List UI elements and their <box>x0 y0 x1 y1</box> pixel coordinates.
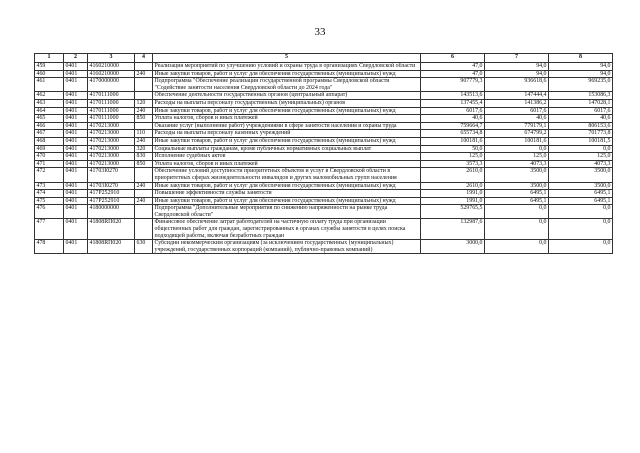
table-row <box>35 130 613 138</box>
expense-type-cell: 320 <box>135 145 153 153</box>
table-row <box>35 190 613 198</box>
description-cell: Иные закупки товаров, работ и услуг для обеспечения государственных (муниципальных) нужд <box>153 182 421 190</box>
amount-year3-cell: 806153,6 <box>549 122 613 130</box>
description-cell: Иные закупки товаров, работ и услуг для обеспечения государственных (муниципальных) нужд <box>153 197 421 205</box>
budget-table <box>34 53 613 254</box>
target-article-cell: 4180000000 <box>88 205 135 219</box>
header-cell: 7 <box>485 54 549 63</box>
table-row <box>35 145 613 153</box>
target-article-cell: 4160210000 <box>88 70 135 78</box>
amount-year1-cell: 1991,0 <box>421 197 485 205</box>
target-article-cell: 41808RП020 <box>88 219 135 240</box>
expense-type-cell <box>135 205 153 219</box>
section-code-cell: 0401 <box>64 130 88 138</box>
target-article-cell: 4170213000 <box>88 160 135 168</box>
target-article-cell: 417P252910 <box>88 197 135 205</box>
amount-year3-cell: 3500,0 <box>549 182 613 190</box>
target-article-cell: 41808RП020 <box>88 240 135 254</box>
amount-year3-cell: 100181,5 <box>549 137 613 145</box>
amount-year3-cell: 3500,0 <box>549 168 613 182</box>
table-row <box>35 107 613 115</box>
description-cell: Оказание услуг (выполнение работ) учреждениями в сфере занятости населения и охраны труда <box>153 122 421 130</box>
header-cell: 3 <box>88 54 135 63</box>
expense-type-cell: 240 <box>135 197 153 205</box>
expense-type-cell: 630 <box>135 240 153 254</box>
row-number-cell: 476 <box>35 205 64 219</box>
header-cell: 8 <box>549 54 613 63</box>
expense-type-cell <box>135 122 153 130</box>
section-code-cell: 0401 <box>64 190 88 198</box>
description-cell: Подпрограмма "Обеспечение реализации государственной программы Свердловской области "Содействие занятости населения Свердловской области до 2024 года" <box>153 78 421 92</box>
section-code-cell: 0401 <box>64 205 88 219</box>
amount-year2-cell: 94,0 <box>485 63 549 71</box>
table-row <box>35 160 613 168</box>
description-cell: Уплата налогов, сборов и иных платежей <box>153 160 421 168</box>
amount-year1-cell: 47,0 <box>421 70 485 78</box>
table-row <box>35 122 613 130</box>
amount-year3-cell: 94,0 <box>549 70 613 78</box>
page-number: 33 <box>314 26 326 38</box>
target-article-cell: 4170111000 <box>88 99 135 107</box>
amount-year3-cell: 969235,0 <box>549 78 613 92</box>
amount-year2-cell: 100181,6 <box>485 137 549 145</box>
amount-year3-cell: 94,0 <box>549 63 613 71</box>
amount-year3-cell: 0,0 <box>549 219 613 240</box>
description-cell: Уплата налогов, сборов и иных платежей <box>153 115 421 123</box>
expense-type-cell <box>135 190 153 198</box>
row-number-cell: 464 <box>35 107 64 115</box>
description-cell: Реализация мероприятий по улучшению условий и охраны труда в организациях Свердловской области <box>153 63 421 71</box>
section-code-cell: 0401 <box>64 137 88 145</box>
target-article-cell: 4160210000 <box>88 63 135 71</box>
description-cell: Иные закупки товаров, работ и услуг для обеспечения государственных (муниципальных) нужд <box>153 107 421 115</box>
description-cell: Исполнение судебных актов <box>153 153 421 161</box>
table-row <box>35 219 613 240</box>
row-number-cell: 475 <box>35 197 64 205</box>
amount-year1-cell: 3573,3 <box>421 160 485 168</box>
target-article-cell: 4170213000 <box>88 137 135 145</box>
amount-year2-cell: 94,0 <box>485 70 549 78</box>
amount-year3-cell: 40,6 <box>549 115 613 123</box>
amount-year1-cell: 143513,6 <box>421 92 485 100</box>
section-code-cell: 0401 <box>64 240 88 254</box>
amount-year1-cell: 125,0 <box>421 153 485 161</box>
section-code-cell: 0401 <box>64 70 88 78</box>
table-row <box>35 70 613 78</box>
table-row <box>35 168 613 182</box>
amount-year3-cell: 147028,1 <box>549 99 613 107</box>
table-row <box>35 137 613 145</box>
description-cell: Субсидии некоммерческим организациям (за исключением государственных (муниципальных) учреждений, государственных корпораций (компаний), публично-правовых компаний) <box>153 240 421 254</box>
header-cell: 2 <box>64 54 88 63</box>
table-row <box>35 197 613 205</box>
target-article-cell: 4170213000 <box>88 153 135 161</box>
amount-year2-cell: 0,0 <box>485 240 549 254</box>
expense-type-cell: 240 <box>135 70 153 78</box>
amount-year1-cell: 6017,6 <box>421 107 485 115</box>
table-row <box>35 182 613 190</box>
section-code-cell: 0401 <box>64 153 88 161</box>
target-article-cell: 4170213000 <box>88 145 135 153</box>
row-number-cell: 467 <box>35 130 64 138</box>
row-number-cell: 477 <box>35 219 64 240</box>
expense-type-cell <box>135 219 153 240</box>
amount-year1-cell: 132987,6 <box>421 219 485 240</box>
amount-year2-cell: 125,0 <box>485 153 549 161</box>
header-cell: 4 <box>135 54 153 63</box>
expense-type-cell: 240 <box>135 107 153 115</box>
table-row <box>35 78 613 92</box>
section-code-cell: 0401 <box>64 115 88 123</box>
row-number-cell: 478 <box>35 240 64 254</box>
table-row <box>35 240 613 254</box>
row-number-cell: 472 <box>35 168 64 182</box>
amount-year3-cell: 0,0 <box>549 145 613 153</box>
amount-year2-cell: 4073,3 <box>485 160 549 168</box>
table-row <box>35 99 613 107</box>
amount-year1-cell: 50,0 <box>421 145 485 153</box>
amount-year1-cell: 529765,5 <box>421 205 485 219</box>
target-article-cell: 41703I0270 <box>88 168 135 182</box>
description-cell: Иные закупки товаров, работ и услуг для обеспечения государственных (муниципальных) нужд <box>153 137 421 145</box>
amount-year3-cell: 0,0 <box>549 240 613 254</box>
amount-year2-cell: 3500,0 <box>485 182 549 190</box>
expense-type-cell: 850 <box>135 160 153 168</box>
amount-year1-cell: 137455,4 <box>421 99 485 107</box>
row-number-cell: 468 <box>35 137 64 145</box>
description-cell: Расходы на выплаты персоналу государственных (муниципальных) органов <box>153 99 421 107</box>
section-code-cell: 0401 <box>64 182 88 190</box>
amount-year2-cell: 6017,6 <box>485 107 549 115</box>
amount-year3-cell: 6495,1 <box>549 190 613 198</box>
amount-year3-cell: 6017,6 <box>549 107 613 115</box>
expense-type-cell: 110 <box>135 130 153 138</box>
section-code-cell: 0401 <box>64 197 88 205</box>
expense-type-cell <box>135 63 153 71</box>
amount-year3-cell: 701773,8 <box>549 130 613 138</box>
amount-year3-cell: 153086,3 <box>549 92 613 100</box>
description-cell: Финансовое обеспечение затрат работодателей на частичную оплату труда при организации общественных работ для граждан, зарегистрированных в органах службы занятости в целях поиска подходящей работы, включая безработных граждан <box>153 219 421 240</box>
section-code-cell: 0401 <box>64 99 88 107</box>
amount-year2-cell: 779179,1 <box>485 122 549 130</box>
section-code-cell: 0401 <box>64 92 88 100</box>
amount-year2-cell: 6495,1 <box>485 197 549 205</box>
row-number-cell: 462 <box>35 92 64 100</box>
target-article-cell: 4170000000 <box>88 78 135 92</box>
expense-type-cell: 850 <box>135 115 153 123</box>
target-article-cell: 417P252910 <box>88 190 135 198</box>
table-row <box>35 92 613 100</box>
amount-year1-cell: 100181,6 <box>421 137 485 145</box>
section-code-cell: 0401 <box>64 63 88 71</box>
header-cell: 6 <box>421 54 485 63</box>
row-number-cell: 465 <box>35 115 64 123</box>
description-cell: Иные закупки товаров, работ и услуг для обеспечения государственных (муниципальных) нужд <box>153 70 421 78</box>
target-article-cell: 4170111000 <box>88 107 135 115</box>
section-code-cell: 0401 <box>64 219 88 240</box>
target-article-cell: 4170213000 <box>88 122 135 130</box>
expense-type-cell: 240 <box>135 182 153 190</box>
description-cell: Повышение эффективности службы занятости <box>153 190 421 198</box>
amount-year2-cell: 40,6 <box>485 115 549 123</box>
expense-type-cell <box>135 92 153 100</box>
row-number-cell: 459 <box>35 63 64 71</box>
amount-year1-cell: 40,6 <box>421 115 485 123</box>
amount-year2-cell: 147444,4 <box>485 92 549 100</box>
amount-year3-cell: 4073,3 <box>549 160 613 168</box>
row-number-cell: 461 <box>35 78 64 92</box>
row-number-cell: 460 <box>35 70 64 78</box>
amount-year1-cell: 907779,3 <box>421 78 485 92</box>
amount-year3-cell: 125,0 <box>549 153 613 161</box>
amount-year1-cell: 759664,7 <box>421 122 485 130</box>
section-code-cell: 0401 <box>64 107 88 115</box>
amount-year1-cell: 655734,8 <box>421 130 485 138</box>
section-code-cell: 0401 <box>64 160 88 168</box>
amount-year1-cell: 2610,0 <box>421 182 485 190</box>
amount-year2-cell: 674799,2 <box>485 130 549 138</box>
section-code-cell: 0401 <box>64 78 88 92</box>
table-body <box>35 63 613 254</box>
amount-year1-cell: 1991,0 <box>421 190 485 198</box>
row-number-cell: 466 <box>35 122 64 130</box>
header-cell: 1 <box>35 54 64 63</box>
table-row <box>35 63 613 71</box>
table-row <box>35 205 613 219</box>
amount-year2-cell: 141386,2 <box>485 99 549 107</box>
table-row <box>35 115 613 123</box>
header-cell: 5 <box>153 54 421 63</box>
amount-year1-cell: 3000,0 <box>421 240 485 254</box>
description-cell: Расходы на выплаты персоналу казенных учреждений <box>153 130 421 138</box>
row-number-cell: 474 <box>35 190 64 198</box>
expense-type-cell <box>135 168 153 182</box>
amount-year2-cell: 3500,0 <box>485 168 549 182</box>
row-number-cell: 473 <box>35 182 64 190</box>
amount-year1-cell: 47,0 <box>421 63 485 71</box>
expense-type-cell: 120 <box>135 99 153 107</box>
amount-year3-cell: 0,0 <box>549 205 613 219</box>
target-article-cell: 41703I0270 <box>88 182 135 190</box>
table-row <box>35 153 613 161</box>
expense-type-cell <box>135 78 153 92</box>
target-article-cell: 4170213000 <box>88 130 135 138</box>
amount-year2-cell: 936618,6 <box>485 78 549 92</box>
target-article-cell: 4170111000 <box>88 92 135 100</box>
amount-year3-cell: 6495,1 <box>549 197 613 205</box>
section-code-cell: 0401 <box>64 168 88 182</box>
expense-type-cell: 240 <box>135 137 153 145</box>
description-cell: Социальные выплаты гражданам, кроме публичных нормативных социальных выплат <box>153 145 421 153</box>
table-header-row <box>35 54 613 63</box>
description-cell: Обеспечение деятельности государственных органов (центральный аппарат) <box>153 92 421 100</box>
amount-year2-cell: 6495,1 <box>485 190 549 198</box>
section-code-cell: 0401 <box>64 122 88 130</box>
amount-year2-cell: 0,0 <box>485 219 549 240</box>
row-number-cell: 463 <box>35 99 64 107</box>
amount-year2-cell: 0,0 <box>485 145 549 153</box>
expense-type-cell: 830 <box>135 153 153 161</box>
amount-year1-cell: 2610,0 <box>421 168 485 182</box>
row-number-cell: 469 <box>35 145 64 153</box>
description-cell: Обеспечение условий доступности приоритетных объектов и услуг в Свердловской области в приоритетных сферах жизнедеятельности инвалидов и других маломобильных групп населения <box>153 168 421 182</box>
description-cell: Подпрограмма "Дополнительные мероприятия по снижению напряженности на рынке труда Свердловской области" <box>153 205 421 219</box>
amount-year2-cell: 0,0 <box>485 205 549 219</box>
target-article-cell: 4170111000 <box>88 115 135 123</box>
section-code-cell: 0401 <box>64 145 88 153</box>
row-number-cell: 470 <box>35 153 64 161</box>
row-number-cell: 471 <box>35 160 64 168</box>
